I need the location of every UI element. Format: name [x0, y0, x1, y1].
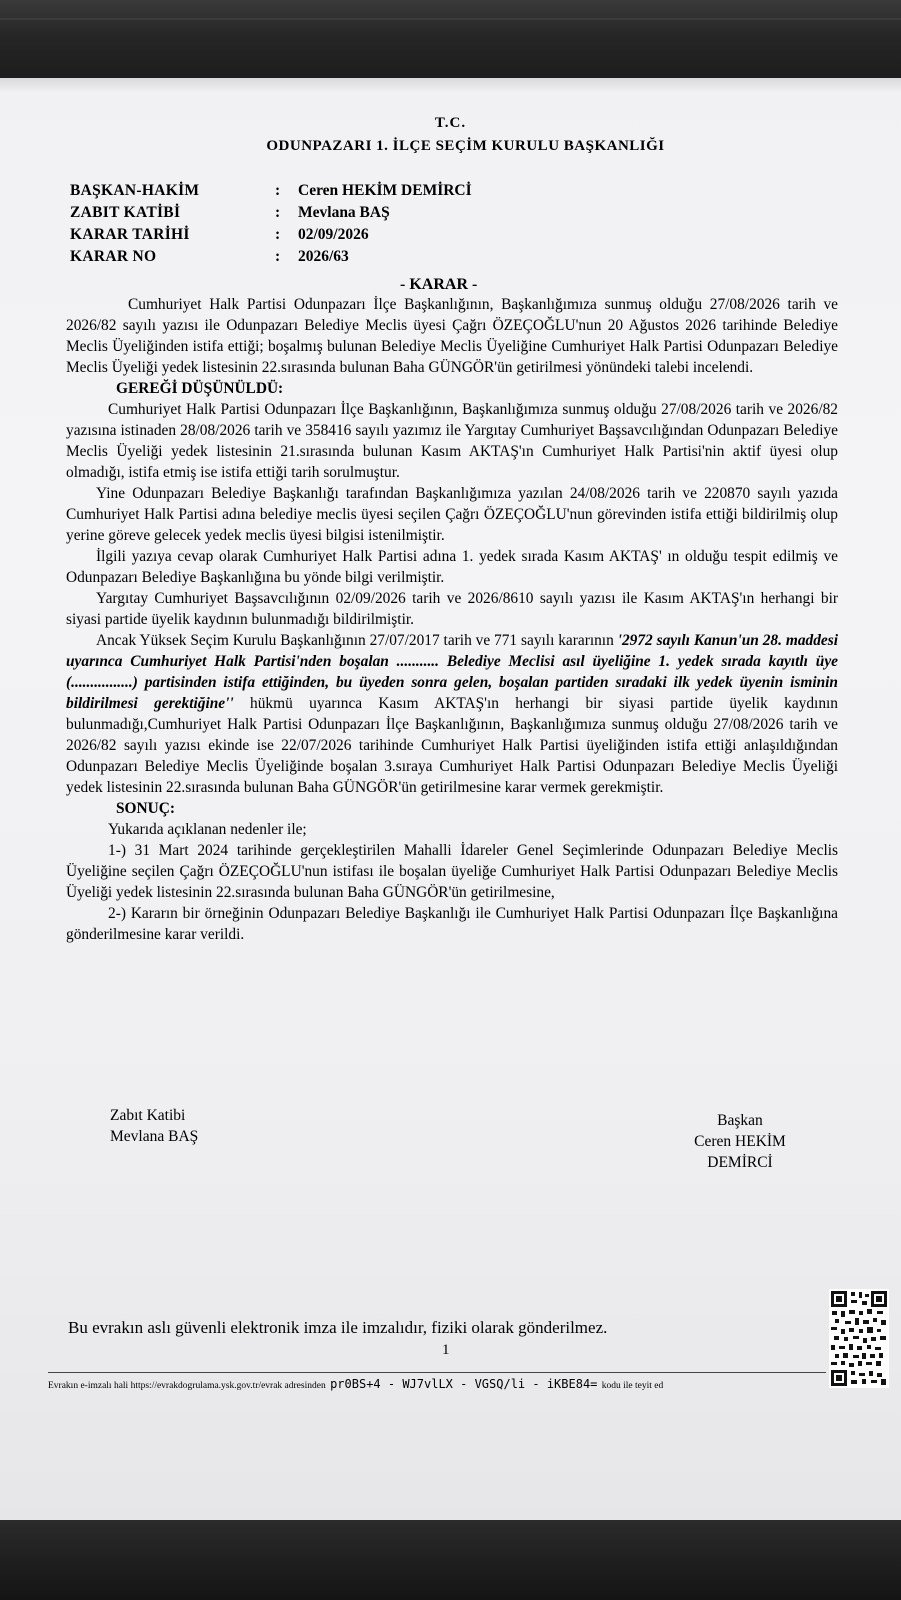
- meta-value: Mevlana BAŞ: [298, 204, 390, 221]
- table-surface-bottom: [0, 1520, 901, 1600]
- meta-block: [70, 180, 472, 268]
- section-heading-gerekce: GEREĞİ DÜŞÜNÜLDÜ:: [116, 380, 284, 397]
- meta-colon: :: [275, 182, 281, 199]
- paragraph-municipality-letter: Yine Odunpazarı Belediye Başkanlığı tarafından Başkanlığımıza yazılan 24/08/2026 tarih ve 220870 sayılı yazıda Cumhuriyet Halk Partisi adına belediye meclis üyesi seçilen Çağrı ÖZEÇOĞLU'nun görevinden istifa ettiği bildirilmiş olup yerine göreve gelecek yedek meclis üyesi bilgisi istenilmiştir.: [66, 485, 838, 544]
- meta-value: Ceren HEKİM DEMİRCİ: [298, 182, 472, 199]
- ruling-intro: Ancak Yüksek Seçim Kurulu Başkanlığının 27/07/2017 tarih ve 771 sayılı kararının: [96, 632, 614, 649]
- paragraph-item-2: 2-) Kararın bir örneğinin Odunpazarı Belediye Başkanlığı ile Cumhuriyet Halk Partisi Odunpazarı İlçe Başkanlığına gönderilmesine karar verildi.: [66, 905, 838, 943]
- meta-colon: :: [275, 226, 281, 243]
- meta-label: BAŞKAN-HAKİM: [70, 182, 200, 199]
- qr-code-graphic: [829, 1289, 889, 1388]
- paragraph-ysk-ruling: [66, 630, 838, 798]
- header-title: ODUNPAZARI 1. İLÇE SEÇİM KURULU BAŞKANLIĞI: [266, 138, 665, 154]
- meta-row-no: [70, 246, 472, 268]
- decision-body: [66, 294, 838, 945]
- section-heading-sonuc: SONUÇ:: [116, 800, 175, 817]
- paragraph-request: Cumhuriyet Halk Partisi Odunpazarı İlçe Başkanlığının, Başkanlığımıza sunmuş olduğu 27/08/2026 tarih ve 2026/82 sayılı yazısı ile Odunpazarı Belediye Meclis üyesi Çağrı ÖZEÇOĞLU'nun 20 Ağustos 2026 tarihinde Belediye Meclis Üyeliğinden istifa ettiği; boşalmış bulunan Belediye Meclis Üyeliğine Cumhuriyet Halk Partisi Odunpazarı Belediye Meclis Üyeliği yedek listesinin 22.sırasında bulunan Baha GÜNGÖR'ün getirilmesi yönündeki talebi incelendi.: [66, 296, 838, 376]
- verification-code: pr0BS+4 - WJ7vlLX - VGSQ/li - iKBE84=: [330, 1377, 598, 1391]
- paragraph-inquiry: Cumhuriyet Halk Partisi Odunpazarı İlçe Başkanlığının, Başkanlığımıza sunmuş olduğu 27/08/2026 tarih ve 2026/82 yazısına istinaden 28/08/2026 tarih ve 358416 sayılı yazımız ile Yargıtay Cumhuriyet Başsavcılığından Odunpazarı Belediye Meclis Üyeliği yedek listesinin 21.sırasında bulunan Kasım AKTAŞ'ın Cumhuriyet Halk Partisi'nin aktif üyesi olup olmadığı, istifa etmiş ise istifa ettiği tarih sorulmuştur.: [66, 401, 838, 481]
- ruling-quote: '2972 sayılı Kanun'un 28. maddesi uyarınca Cumhuriyet Halk Partisi'nden boşalan ........... Belediye Meclisi asıl üyeliğine 1. yedek sırada kayıtlı üye (................) partisinden istifa ettiğinden, bu üyeden sonra gelen, boşalan partiden sıradaki ilk yedek üyenin isminin bildirilmesi gerektiğine'': [66, 632, 839, 712]
- page-number: 1: [442, 1342, 450, 1358]
- signature-president: [682, 1110, 798, 1173]
- meta-colon: :: [275, 204, 281, 221]
- karar-heading: - KARAR -: [400, 276, 478, 293]
- paragraph-reply: İlgili yazıya cevap olarak Cumhuriyet Halk Partisi adına 1. yedek sırada Kasım AKTAŞ' ın olduğu tespit edilmiş ve Odunpazarı Belediye Başkanlığına bu yönde bilgi verilmiştir.: [66, 548, 838, 586]
- meta-label: KARAR NO: [70, 248, 157, 265]
- paragraph-reasons: Yukarıda açıklanan nedenler ile;: [108, 821, 307, 838]
- president-title: Başkan: [717, 1112, 763, 1129]
- paragraph-prosecutor-reply: Yargıtay Cumhuriyet Başsavcılığının 02/09/2026 tarih ve 2026/8610 sayılı yazısı ile Kasım AKTAŞ'ın herhangi bir siyasi partide üyelik kaydının bulunmadığı bildirilmiştir.: [66, 590, 838, 628]
- clerk-name: Mevlana BAŞ: [110, 1128, 199, 1145]
- qr-code-icon: [829, 1289, 889, 1388]
- verification-line: [48, 1377, 828, 1391]
- meta-row-zabit: [70, 202, 472, 224]
- meta-colon: :: [275, 248, 281, 265]
- signature-clerk: [110, 1105, 198, 1147]
- header-tc: T.C.: [434, 115, 467, 131]
- verification-suffix: kodu ile teyit ed: [601, 1381, 664, 1391]
- meta-row-baskan: [70, 180, 472, 202]
- footer-divider: [48, 1372, 826, 1373]
- e-signature-note: Bu evrakın aslı güvenli elektronik imza ile imzalıdır, fiziki olarak gönderilmez.: [68, 1318, 608, 1337]
- paper-top-edge: [0, 78, 901, 92]
- clerk-title: Zabıt Katibi: [110, 1107, 186, 1124]
- meta-value: 2026/63: [298, 248, 349, 265]
- meta-label: ZABIT KATİBİ: [70, 204, 181, 221]
- verification-prefix: Evrakın e-imzalı hali https://evrakdogrulama.ysk.gov.tr/evrak adresinden: [48, 1381, 326, 1391]
- ruling-conclusion: hükmü uyarınca Kasım AKTAŞ'ın herhangi bir siyasi partide üyelik kaydının bulunmadığı,Cumhuriyet Halk Partisi Odunpazarı İlçe Başkanlığının, Başkanlığımıza sunmuş olduğu 27/08/2026 tarih ve 2026/82 sayılı yazısı ekinde ise 22/07/2026 tarihinde Cumhuriyet Halk Partisi üyeliğinden istifa ettiği anlaşıldığından Odunpazarı Belediye Meclis Üyeliğinde boşalan 3.sıraya Cumhuriyet Halk Partisi Odunpazarı Belediye Meclis Üyeliği yedek listesinin 22.sırasında bulunan Baha GÜNGÖR'ün getirilmesine karar vermek gerekmiştir.: [66, 695, 838, 796]
- president-name-line-1: Ceren HEKİM: [694, 1133, 786, 1150]
- meta-label: KARAR TARİHİ: [70, 226, 190, 243]
- paragraph-item-1: 1-) 31 Mart 2024 tarihinde gerçekleştirilen Mahalli İdareler Genel Seçimlerinde Odunpazarı Belediye Meclis Üyeliğine seçilen Çağrı ÖZEÇOĞLU'nun istifası ile boşalan üyeliğe Cumhuriyet Halk Partisi Odunpazarı Belediye Meclis Üyeliği yedek listesinin 22.sırasında bulunan Baha GÜNGÖR'ün getirilmesine,: [66, 842, 838, 901]
- meta-row-tarih: [70, 224, 472, 246]
- president-name-line-2: DEMİRCİ: [707, 1154, 773, 1171]
- meta-value: 02/09/2026: [298, 226, 369, 243]
